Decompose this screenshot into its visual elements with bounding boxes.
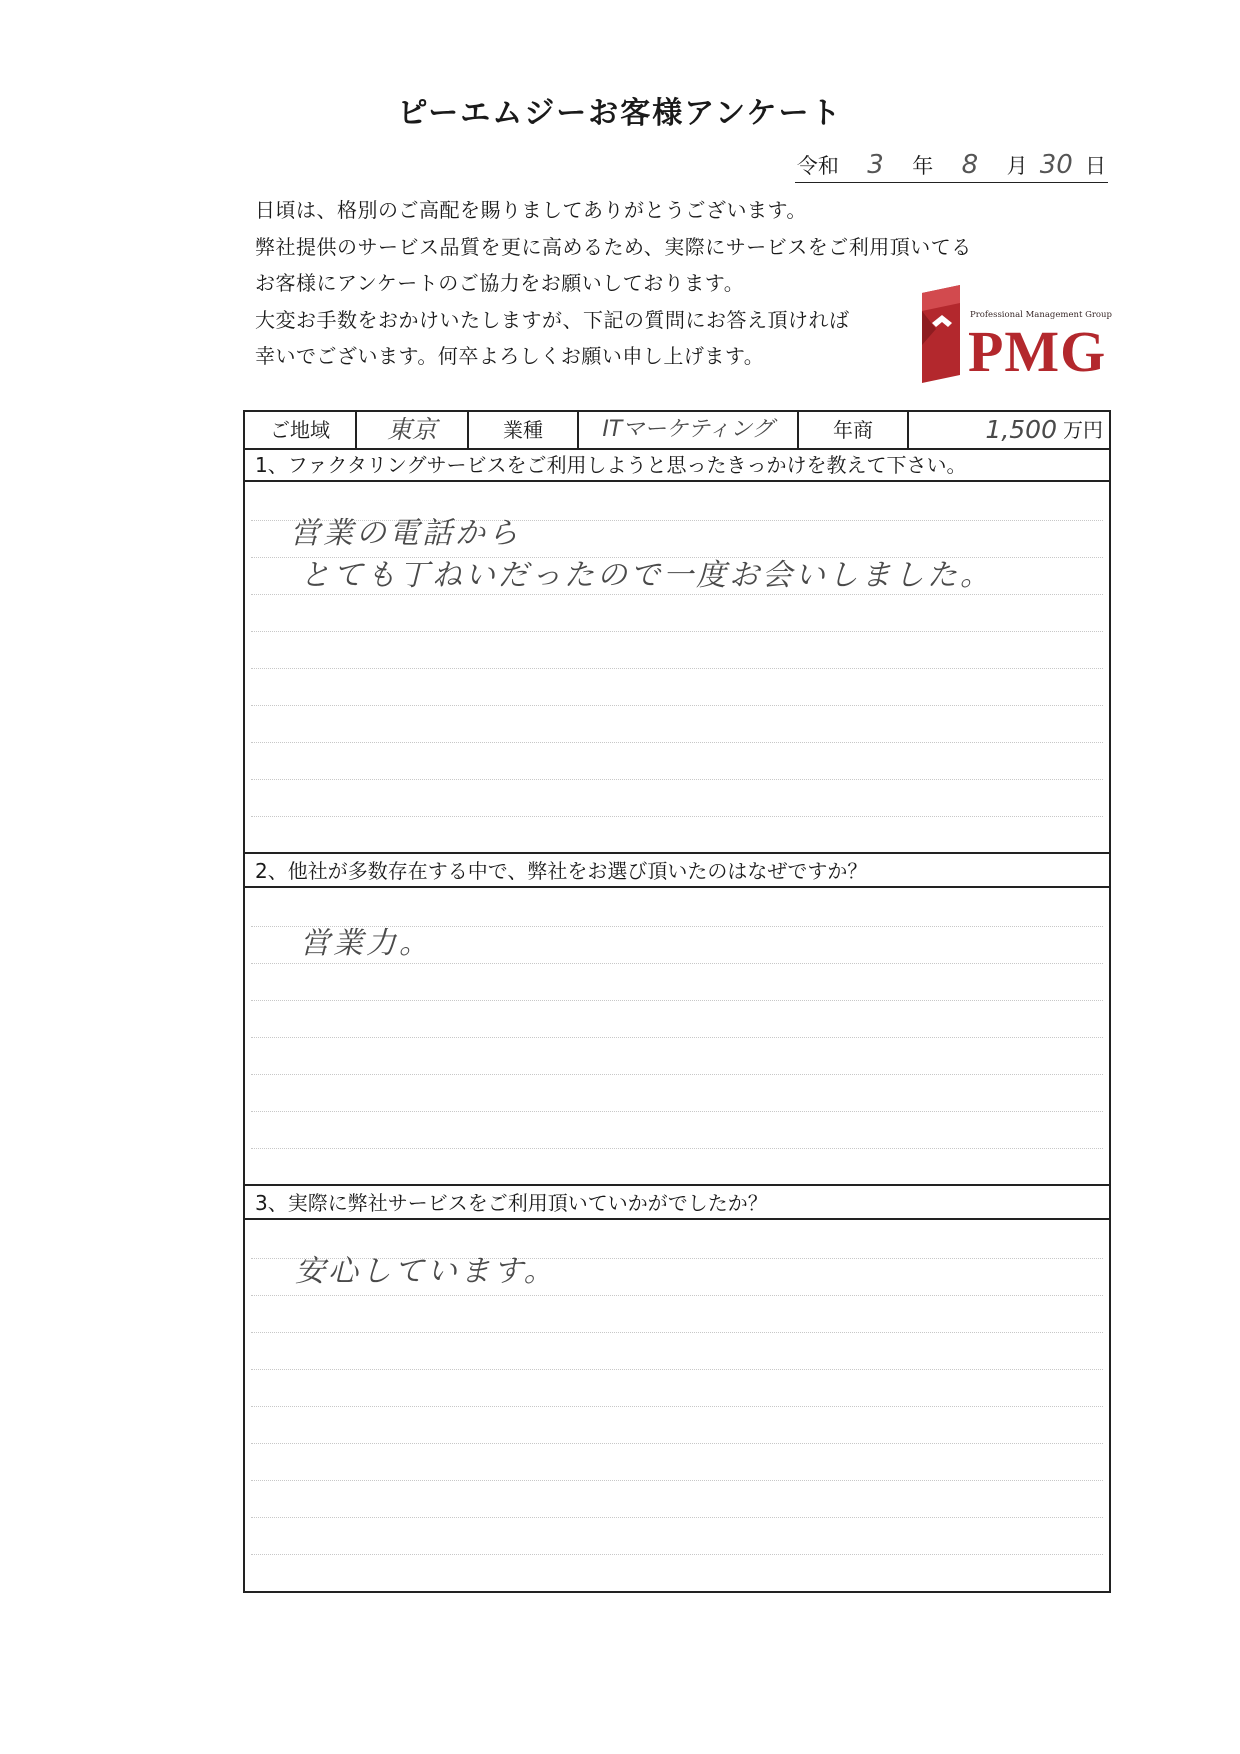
answer-area-3: [245, 1222, 1109, 1591]
date-line: [795, 150, 1108, 183]
answer-2-line-1: 営業力。: [300, 926, 432, 961]
answer-3-line-1: 安心しています。: [295, 1254, 557, 1289]
intro-line: お客様にアンケートのご協力をお願いしております。: [255, 271, 745, 295]
region-value: 東京: [357, 412, 469, 448]
question-3: 3、実際に弊社サービスをご利用頂いていかがでしたか？: [245, 1186, 1109, 1220]
survey-title: ピーエムジーお客様アンケート: [397, 96, 843, 131]
date-day: 30: [1039, 150, 1073, 180]
logo-wordmark: PMG: [968, 319, 1107, 384]
answer-1-line-2: とても丁ねいだったので一度お会いしました。: [300, 558, 993, 593]
region-label: ご地域: [245, 412, 357, 448]
industry-label: 業種: [469, 412, 579, 448]
header-row: [245, 412, 1109, 450]
pmg-logo: [918, 285, 1112, 384]
revenue-label: 年商: [799, 412, 909, 448]
date-month-label: 月: [1006, 154, 1028, 178]
revenue-unit: 万円: [1063, 418, 1103, 442]
industry-value: ITマーケティング: [579, 412, 799, 448]
answer-area-2: [245, 890, 1109, 1184]
date-year: 3: [867, 150, 884, 180]
question-2: 2、他社が多数存在する中で、弊社をお選び頂いたのはなぜですか？: [245, 854, 1109, 888]
date-era: 令和: [796, 154, 839, 178]
intro-line: 大変お手数をおかけいたしますが、下記の質問にお答え頂ければ: [255, 307, 850, 332]
date-day-label: 日: [1085, 154, 1106, 178]
date-month: 8: [961, 150, 979, 180]
intro-line: 幸いでございます。何卒よろしくお願い申し上げます。: [255, 344, 765, 368]
answer-1-line-1: 営業の電話から: [290, 516, 521, 551]
logo-mark-icon: [918, 285, 964, 383]
revenue-cell: [909, 412, 1109, 448]
logo-tagline: Professional Management Group: [970, 310, 1112, 320]
question-1: 1、ファクタリングサービスをご利用しようと思ったきっかけを教えて下さい。: [245, 448, 1109, 482]
intro-line: 弊社提供のサービス品質を更に高めるため、実際にサービスをご利用頂いてる: [255, 234, 972, 259]
answer-area-1: [245, 484, 1109, 852]
date-year-label: 年: [912, 154, 934, 178]
intro-line: 日頃は、格別のご高配を賜りましてありがとうございます。: [255, 198, 807, 222]
survey-form: [243, 410, 1111, 1593]
revenue-value: 1,500: [985, 415, 1057, 444]
